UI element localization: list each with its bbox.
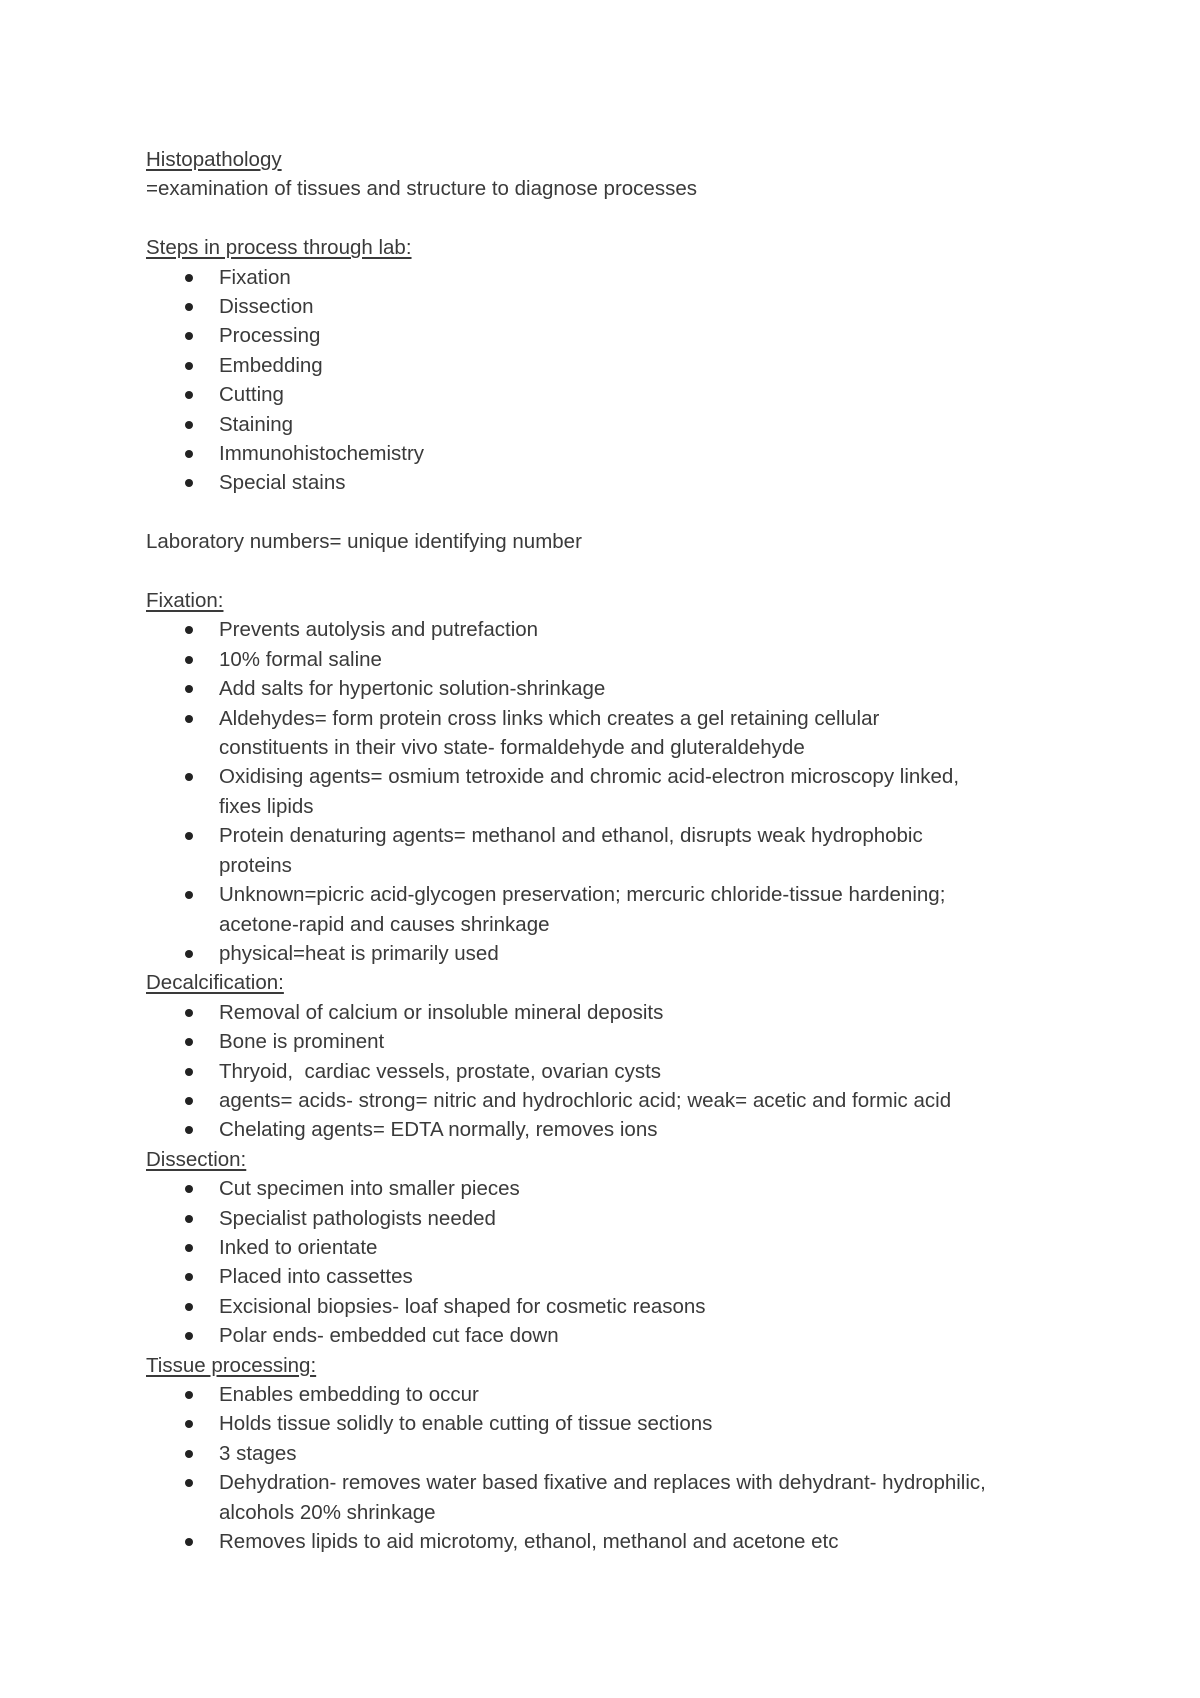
bullet-icon — [185, 421, 193, 429]
list-item: Processing — [146, 321, 1086, 350]
list-item: Dehydration- removes water based fixative and replaces with dehydrant- hydrophilic, alcohols 20% shrinkage — [146, 1468, 1086, 1527]
bullet-icon — [185, 1009, 193, 1017]
bullet-icon — [185, 479, 193, 487]
bullet-icon — [185, 450, 193, 458]
steps-list — [146, 263, 1086, 498]
dissection-heading: Dissection: — [146, 1147, 247, 1171]
bullet-icon — [185, 1038, 193, 1046]
list-item: Placed into cassettes — [146, 1262, 1086, 1291]
bullet-icon — [185, 832, 193, 840]
list-item: Thryoid, cardiac vessels, prostate, ovarian cysts — [146, 1057, 1086, 1086]
spacer — [146, 557, 1086, 586]
bullet-icon — [185, 1215, 193, 1223]
list-item: Staining — [146, 410, 1086, 439]
list-item: Add salts for hypertonic solution-shrinkage — [146, 674, 1086, 703]
spacer — [146, 498, 1086, 527]
list-item: Prevents autolysis and putrefaction — [146, 615, 1086, 644]
bullet-icon — [185, 950, 193, 958]
bullet-icon — [185, 891, 193, 899]
list-item: 3 stages — [146, 1439, 1086, 1468]
document-page — [146, 145, 1086, 1556]
lab-numbers-text: Laboratory numbers= unique identifying number — [146, 530, 582, 554]
list-item: Aldehydes= form protein cross links which creates a gel retaining cellular constituents in their vivo state- formaldehyde and gluteraldehyde — [146, 704, 1086, 763]
definition-text: =examination of tissues and structure to diagnose processes — [146, 177, 697, 201]
bullet-icon — [185, 1538, 193, 1546]
list-item: physical=heat is primarily used — [146, 939, 1086, 968]
bullet-icon — [185, 332, 193, 340]
bullet-icon — [185, 1097, 193, 1105]
list-item: Unknown=picric acid-glycogen preservation; mercuric chloride-tissue hardening; acetone-rapid and causes shrinkage — [146, 880, 1086, 939]
dissection-list — [146, 1174, 1086, 1350]
list-item: Dissection — [146, 292, 1086, 321]
bullet-icon — [185, 1420, 193, 1428]
tissue-processing-list — [146, 1380, 1086, 1556]
bullet-icon — [185, 685, 193, 693]
page-title: Histopathology — [146, 148, 282, 171]
list-item: Enables embedding to occur — [146, 1380, 1086, 1409]
bullet-icon — [185, 1332, 193, 1340]
decalcification-heading: Decalcification: — [146, 971, 284, 995]
list-item: Oxidising agents= osmium tetroxide and chromic acid-electron microscopy linked, fixes lipids — [146, 762, 1086, 821]
bullet-icon — [185, 1185, 193, 1193]
list-item: Bone is prominent — [146, 1027, 1086, 1056]
list-item: Cutting — [146, 380, 1086, 409]
list-item: Immunohistochemistry — [146, 439, 1086, 468]
fixation-list — [146, 615, 1086, 968]
list-item: agents= acids- strong= nitric and hydrochloric acid; weak= acetic and formic acid — [146, 1086, 1086, 1115]
list-item: Fixation — [146, 263, 1086, 292]
bullet-icon — [185, 274, 193, 282]
decalcification-list — [146, 998, 1086, 1145]
list-item: Excisional biopsies- loaf shaped for cosmetic reasons — [146, 1292, 1086, 1321]
bullet-icon — [185, 391, 193, 399]
list-item: Removal of calcium or insoluble mineral deposits — [146, 998, 1086, 1027]
bullet-icon — [185, 1450, 193, 1458]
bullet-icon — [185, 1273, 193, 1281]
list-item: Removes lipids to aid microtomy, ethanol, methanol and acetone etc — [146, 1527, 1086, 1556]
bullet-icon — [185, 715, 193, 723]
tissue-processing-heading: Tissue processing: — [146, 1353, 317, 1377]
list-item: Polar ends- embedded cut face down — [146, 1321, 1086, 1350]
bullet-icon — [185, 626, 193, 634]
list-item: Inked to orientate — [146, 1233, 1086, 1262]
bullet-icon — [185, 1479, 193, 1487]
list-item: Special stains — [146, 468, 1086, 497]
bullet-icon — [185, 303, 193, 311]
list-item: Protein denaturing agents= methanol and ethanol, disrupts weak hydrophobic proteins — [146, 821, 1086, 880]
list-item: Embedding — [146, 351, 1086, 380]
steps-heading: Steps in process through lab: — [146, 236, 412, 260]
spacer — [146, 204, 1086, 233]
bullet-icon — [185, 1068, 193, 1076]
list-item: Chelating agents= EDTA normally, removes ions — [146, 1115, 1086, 1144]
bullet-icon — [185, 1391, 193, 1399]
fixation-heading: Fixation: — [146, 589, 224, 613]
list-item: Cut specimen into smaller pieces — [146, 1174, 1086, 1203]
list-item: Specialist pathologists needed — [146, 1204, 1086, 1233]
bullet-icon — [185, 656, 193, 664]
bullet-icon — [185, 1303, 193, 1311]
list-item: 10% formal saline — [146, 645, 1086, 674]
bullet-icon — [185, 1126, 193, 1134]
bullet-icon — [185, 773, 193, 781]
bullet-icon — [185, 362, 193, 370]
list-item: Holds tissue solidly to enable cutting of tissue sections — [146, 1409, 1086, 1438]
bullet-icon — [185, 1244, 193, 1252]
